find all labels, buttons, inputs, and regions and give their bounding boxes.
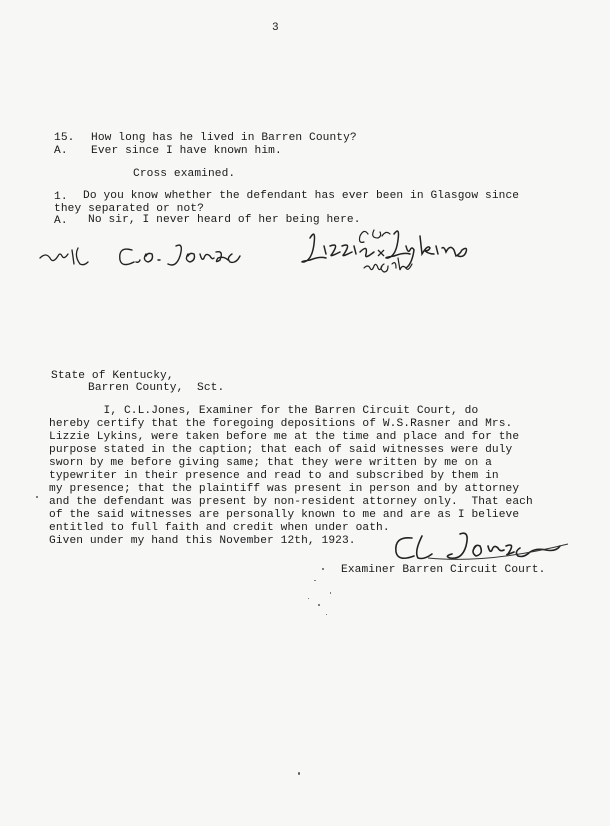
certificate-line-2: hereby certify that the foregoing depositions of W.S.Rasner and Mrs. bbox=[49, 418, 513, 430]
ink-speck bbox=[308, 598, 309, 599]
certificate-line-10: entitled to full faith and credit when under oath. bbox=[49, 522, 390, 534]
cross-question-1-text: Do you know whether the defendant has ever been in Glasgow since bbox=[83, 190, 520, 202]
ink-speck bbox=[326, 614, 327, 615]
ink-speck bbox=[298, 772, 300, 775]
ink-speck bbox=[330, 592, 331, 594]
cross-question-1-continued: they separated or not? bbox=[54, 203, 204, 215]
venue-county: Barren County, Sct. bbox=[88, 382, 225, 394]
cross-examined-heading: Cross examined. bbox=[133, 168, 236, 180]
certificate-line-1: I, C.L.Jones, Examiner for the Barren Circuit Court, do bbox=[49, 405, 479, 417]
question-15-label: 15. bbox=[54, 132, 75, 144]
page-number: 3 bbox=[272, 22, 279, 34]
certificate-line-5: sworn by me before giving same; that they were written by me on a bbox=[49, 457, 492, 469]
question-15-text: How long has he lived in Barren County? bbox=[91, 132, 357, 144]
certificate-line-7: my presence; that the plaintiff was present in person and by attorney bbox=[49, 483, 520, 495]
witnessed-by-signature bbox=[36, 236, 266, 281]
cross-answer-1-label: A. bbox=[54, 215, 68, 227]
cross-answer-1-text: No sir, I never heard of her being here. bbox=[88, 214, 361, 226]
venue-state: State of Kentucky, bbox=[51, 370, 174, 382]
ink-speck bbox=[314, 580, 316, 581]
certificate-line-9: of the said witnesses are personally known to me and are as I believe bbox=[49, 509, 520, 521]
answer-15-label: A. bbox=[54, 145, 68, 157]
certificate-line-11: Given under my hand this November 12th, 1923. bbox=[49, 535, 356, 547]
examiner-title: Examiner Barren Circuit Court. bbox=[341, 564, 546, 576]
ink-speck bbox=[318, 604, 320, 606]
witness-lizzie-lykins-signature bbox=[298, 224, 528, 291]
certificate-line-3: Lizzie Lykins, were taken before me at the time and place and for the bbox=[49, 431, 520, 443]
cross-question-1-label: 1. bbox=[54, 191, 68, 203]
ink-speck bbox=[36, 496, 38, 498]
certificate-line-6: typewriter in their presence and read to and subscribed by them in bbox=[49, 470, 499, 482]
certificate-line-8: and the defendant was present by non-resident attorney only. That each bbox=[49, 496, 533, 508]
certificate-line-4: purpose stated in the caption; that each of said witnesses were duly bbox=[49, 444, 513, 456]
answer-15-text: Ever since I have known him. bbox=[91, 145, 282, 157]
ink-speck bbox=[322, 568, 324, 570]
